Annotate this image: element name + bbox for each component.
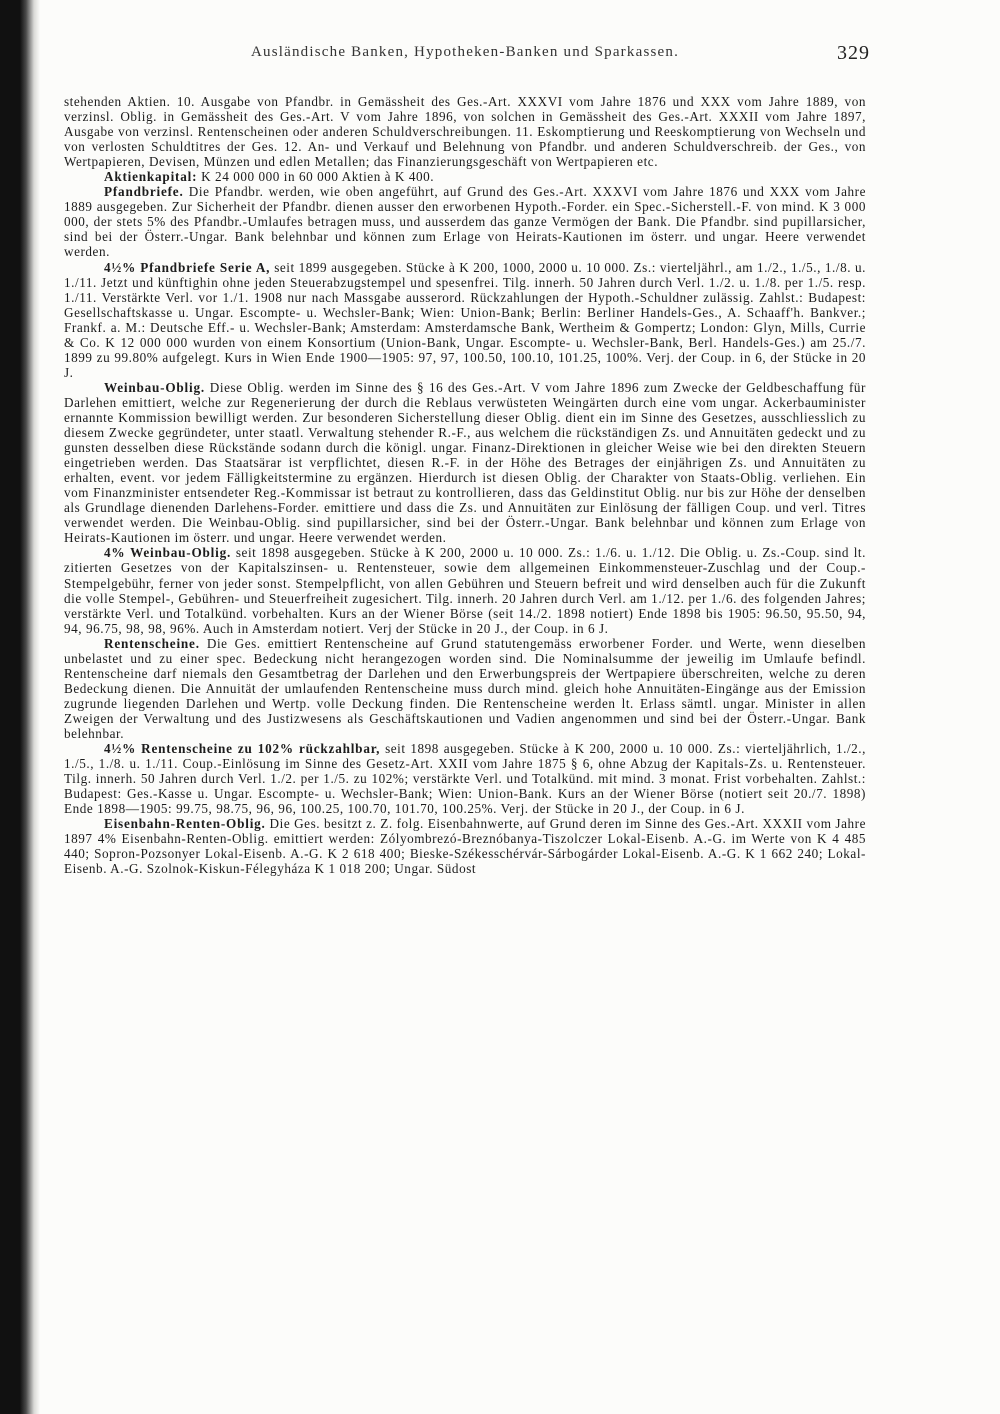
page-number: 329 — [837, 42, 870, 64]
paragraph-lead: 4% Weinbau-Oblig. — [104, 545, 232, 561]
paragraph-text: K 24 000 000 in 60 000 Aktien à K 400. — [201, 169, 435, 185]
paragraph-text: stehenden Aktien. 10. Ausgabe von Pfandbr. in Gemässheit des Ges.-Art. XXXVI vom Jahre 1876 und XXX vom Jahre 1889, von verzinsl. Oblig. in Gemässheit des Ges.-Art. V vom Jahre 1896, von solchen in Gemässheit des Ges.-Art. XXXII vom Jahre 1897, Ausgabe von verzinsl. Rentenscheinen oder anderen Schuldverschreibungen. 11. Eskomptierung und Reeskomptierung von Wechseln und von verlosten Schuldtitres der Ges. 12. An- und Verkauf und Belehnung von Pfandbr. und anderen Schuldverschreib. der Ges., von Wertpapieren, Devisen, Münzen und edlen Metallen; das Finanzierungsgeschäft von Wertpapieren etc. — [64, 94, 866, 170]
paragraph-lead: Weinbau-Oblig. — [104, 379, 205, 395]
scan-binding-edge — [0, 0, 40, 1414]
paragraph-mortgage-bonds — [64, 184, 866, 259]
paragraph-lead: 4½% Pfandbriefe Serie A, — [104, 259, 271, 275]
body-text — [64, 94, 866, 876]
running-head: Ausländische Banken, Hypotheken-Banken und Sparkassen. — [250, 44, 680, 60]
paragraph-mortgage-bonds-series-a — [64, 260, 866, 380]
paragraph-lead: 4½% Rentenscheine zu 102% rückzahlbar, — [104, 741, 381, 757]
page-header — [64, 42, 870, 74]
paragraph-viticulture-bonds — [64, 380, 866, 546]
paragraph-railway-annuity-bonds — [64, 816, 866, 876]
paragraph-annuity-certificates-102 — [64, 741, 866, 816]
paragraph-lead: Eisenbahn-Renten-Oblig. — [104, 816, 266, 832]
paragraph-viticulture-bonds-4pct — [64, 545, 866, 635]
paragraph-text: seit 1898 ausgegeben. Stücke à K 200, 2000 u. 10 000. Zs.: vierteljährlich, 1./2., 1./5., 1./8. u. 1./11. Coup.-Einlösung im Sinne des Gesetz-Art. XXII vom Jahre 1875 § 6, ohne Abzug der Kapitals-Zs. u. Rentensteuer. Tilg. innerh. 50 Jahren durch Verl. 1./2. per 1./5. zu 102%; verstärkte Verl. und Totalkünd. mit mind. 3 monat. Frist vorbehalten. Zahlst.: Budapest: Ges.-Kasse u. Ungar. Escompte- u. Wechsler-Bank; Wien: Union-Bank. Kurs an der Wiener Börse (notiert seit 20./7. 1898) Ende 1898—1905: 99.75, 98.75, 96, 96, 100.25, 100.70, 101.70, 100.25%. Verj. der Stücke in 20 J., der Coup. in 6 J. — [64, 741, 866, 817]
paragraph-text: seit 1898 ausgegeben. Stücke à K 200, 2000 u. 10 000. Zs.: 1./6. u. 1./12. Die Oblig. u. Zs.-Coup. sind lt. zitierten Gesetzes von der Kapitalszinsen- u. Rentensteuer, sowie dem allgemeinen Einkommensteuer-Zuschlag und der Coup.-Stempelgebühr, ferner von jeder sonst. Stempelpflicht, von allen Gebühren und Steuern befreit und wird denselben auch für die Zukunft die volle Stempel-, Gebühren- und Steuerfreiheit zugesichert. Tilg. innerh. 20 Jahren durch Verl. am 1./12. per 1./6. des folgenden Jahres; verstärkte Verl. und Totalkünd. vorbehalten. Kurs an der Wiener Börse (seit 14./2. 1898 notiert) Ende 1898 bis 1905: 96.50, 95.50, 94, 94, 96.75, 98, 98, 96%. Auch in Amsterdam notiert. Verj der Stücke in 20 J., der Coup. in 6 J. — [64, 545, 866, 636]
paragraph-business-activities — [64, 94, 866, 169]
paragraph-lead: Aktienkapital: — [104, 169, 198, 185]
paragraph-text: Die Ges. emittiert Rentenscheine auf Grund statutengemäss erworbener Forder. und Werte, wenn dieselben unbelastet und zu einer spec. Bedeckung nicht herangezogen worden sind. Die Nominalsumme der jeweilig im Umlaufe befindl. Rentenscheine darf niemals den Gesamtbetrag der Darlehen und den Erwerbungspreis der Wertpapiere überschreiten, welche zu deren Bedeckung dienen. Die Annuität der umlaufenden Rentenscheine muss durch mind. gleich hohe Annuitäten-Eingänge aus der Emission zugrunde liegenden Darlehen und Wertp. volle Deckung finden. Die Rentenscheine werden lt. Erlass sämtl. ungar. Minister in allen Zweigen der Verwaltung und des Justizwesens als Geschäftskautionen und Vadien angenommen und sind bei der Österr.-Ungar. Bank belehnbar. — [64, 635, 866, 741]
paragraph-lead: Rentenscheine. — [104, 635, 200, 651]
paragraph-lead: Pfandbriefe. — [104, 184, 184, 200]
document-page — [64, 42, 870, 877]
paragraph-text: Diese Oblig. werden im Sinne des § 16 des Ges.-Art. V vom Jahre 1896 zum Zwecke der Geldbeschaffung für Darlehen emittiert, welche zur Regenerierung der durch die Reblaus verwüsteten Weingärten durch eine vom ungar. Ackerbauminister ernannte Kommission bewilligt werden. Zur besonderen Sicherstellung dieser Oblig. dient ein im Sinne des Gesetzes, ausschliesslich zu diesem Zwecke gegründeter, unter staatl. Verwaltung stehender R.-F., aus welchem die rückständigen Zs. und Annuitäten gedeckt und zu gunsten desselben diese Rückstände sodann durch die königl. ungar. Finanz-Direktionen in gleicher Weise wie bei den direkten Steuern eingetrieben werden. Das Staatsärar ist verpflichtet, diesen R.-F. in der Höhe des Betrages der einjährigen Zs. und Annuitäten zu erhalten, event. vor jedem Fälligkeitstermine zu ergänzen. Hierdurch ist diesen Oblig. der Charakter von Staats-Oblig. verliehen. Ein vom Finanzminister entsendeter Reg.-Kommissar ist betraut zu kontrollieren, dass das Geldinstitut Oblig. nur bis zur Höhe der denselben als Grundlage dienenden Darlehens-Forder. emittiere und dass die Zs. und Annuitäten zur Einlösung der fälligen Coup. und verl. Titres verwendet werden. Die Weinbau-Oblig. sind pupillarsicher, sind bei der Österr.-Ungar. Bank belehnbar und können zum Erlage von Heirats-Kautionen im österr. und ungar. Heere verwendet werden. — [64, 379, 866, 546]
paragraph-text: Die Ges. besitzt z. Z. folg. Eisenbahnwerte, auf Grund deren im Sinne des Ges.-Art. XXXII vom Jahre 1897 4% Eisenbahn-Renten-Oblig. emittiert werden: Zólyombrezó-Breznóbanya-Tiszolczer Lokal-Eisenb. A.-G. im Werte von K 4 485 440; Sopron-Pozsonyer Lokal-Eisenb. A.-G. K 2 618 400; Bieske-Székesschérvár-Sárbogárder Lokal-Eisenb. A.-G. K 1 662 240; Lokal-Eisenb. A.-G. Szolnok-Kiskun-Félegyháza K 1 018 200; Ungar. Südost — [64, 816, 866, 877]
paragraph-annuity-certificates — [64, 636, 866, 741]
paragraph-share-capital — [64, 169, 866, 184]
paragraph-text: Die Pfandbr. werden, wie oben angeführt, auf Grund des Ges.-Art. XXXVI vom Jahre 1876 und XXX vom Jahre 1889 ausgegeben. Zur Sicherheit der Pfandbr. dienen ausser den erworbenen Hypoth.-Forder. ein Spec.-Sicherstell.-F. von mind. K 3 000 000, der stets 5% des Pfandbr.-Umlaufes betragen muss, und ausserdem das ganze Vermögen der Bank. Die Pfandbr. sind pupillarsicher, sind bei der Österr.-Ungar. Bank belehnbar und können zum Erlage von Heirats-Kautionen im österr. und ungar. Heere verwendet werden. — [64, 184, 866, 260]
paragraph-text: seit 1899 ausgegeben. Stücke à K 200, 1000, 2000 u. 10 000. Zs.: vierteljährl., am 1./2., 1./5., 1./8. u. 1./11. Jetzt und künftighin ohne jeden Steuerabzugstempel und spesenfrei. Tilg. innerh. 50 Jahren durch Verl. 1./2. u. 1./8. per 1./5. resp. 1./11. Verstärkte Verl. vor 1./1. 1908 nur nach Massgabe ausserord. Rückzahlungen der Hypoth.-Schuldner zulässig. Zahlst.: Budapest: Gesellschaftskasse u. Ungar. Escompte- u. Wechsler-Bank; Wien: Union-Bank; Berlin: Berliner Handels-Ges., A. Schaaff'h. Bankver.; Frankf. a. M.: Deutsche Eff.- u. Wechsler-Bank; Amsterdam: Amsterdamsche Bank, Wertheim & Gompertz; London: Glyn, Mills, Currie & Co. K 12 000 000 wurden von einem Konsortium (Union-Bank, Ungar. Escompte- u. Wechsler-Bank, Berl. Handels-Ges.) am 25./7. 1899 zu 99.80% aufgelegt. Kurs in Wien Ende 1900—1905: 97, 97, 100.50, 100.10, 101.25, 100%. Verj. der Coup. in 6, der Stücke in 20 J. — [64, 259, 866, 380]
